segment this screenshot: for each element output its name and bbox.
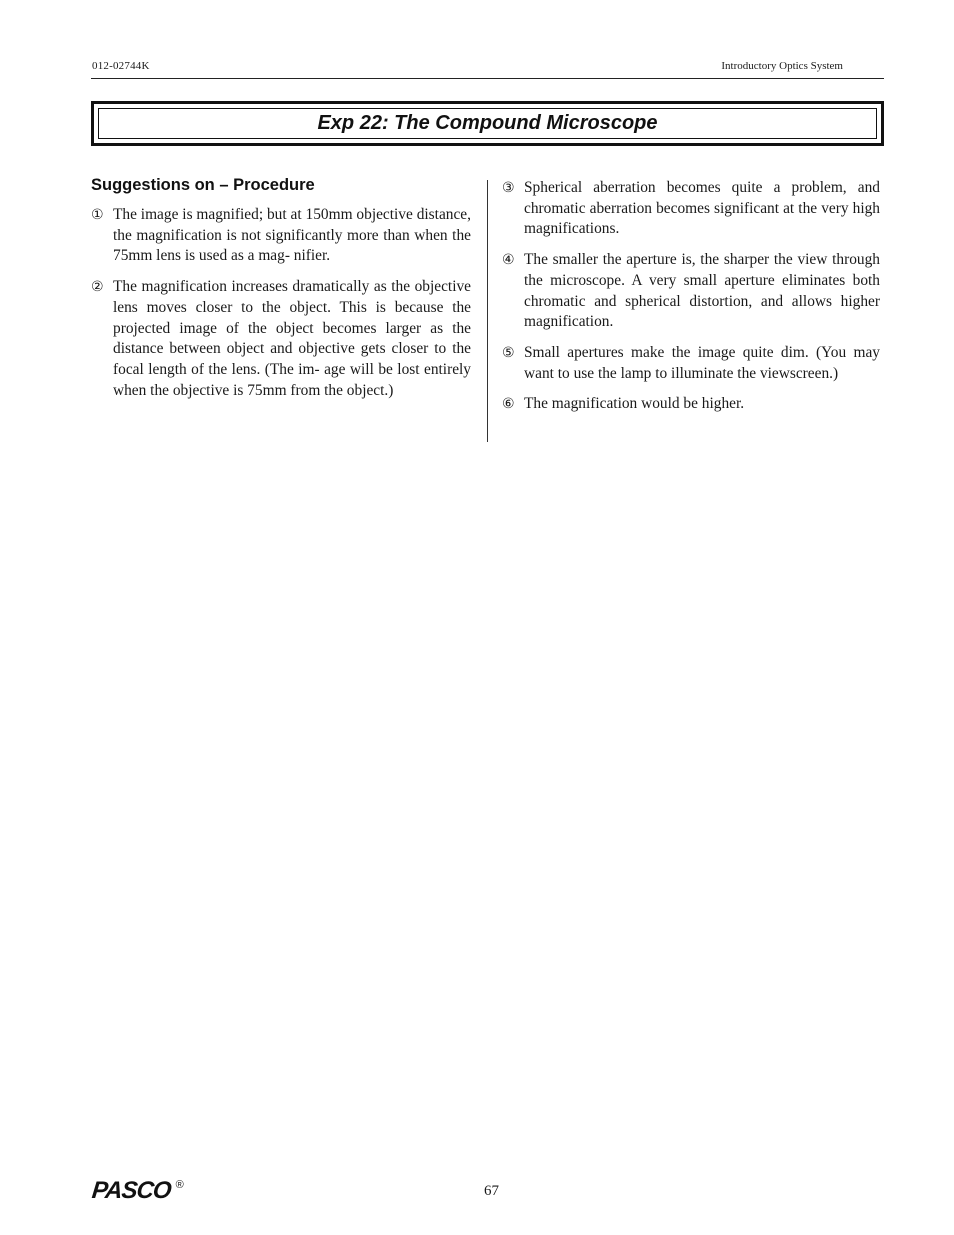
item-text: The magnification increases dramatically as the objective lens moves closer to the object. This is because the projected image of the object becomes larger as the distance between object and objective gets closer to the focal length of the lens. (The im- age will be lost entirely when the objective is 75mm from the object.): [113, 278, 471, 399]
item-text: Small apertures make the image quite dim. (You may want to use the lamp to illuminate the viewscreen.): [524, 343, 880, 382]
item-number: ②: [91, 279, 104, 296]
item-number: ③: [502, 180, 515, 196]
item-number: ⑥: [502, 396, 515, 413]
item-number: ①: [91, 207, 104, 223]
title-inner-frame: [98, 108, 877, 139]
list-item: [91, 277, 471, 401]
list-item: [502, 250, 880, 333]
header-rule: [91, 78, 884, 79]
title-box: [91, 101, 884, 146]
item-number: ④: [502, 252, 515, 269]
registered-mark: ®: [175, 1179, 184, 1191]
item-number: ⑤: [502, 344, 515, 361]
list-item: [91, 205, 471, 267]
list-item: [502, 178, 880, 240]
pasco-logo: PASCO: [90, 1177, 173, 1204]
item-text: The magnification would be higher.: [524, 395, 745, 413]
left-column: [91, 176, 471, 411]
item-text: Spherical aberration becomes quite a problem, and chromatic aberration becomes significant at the very high magnifications.: [524, 179, 880, 238]
page-title: Exp 22: The Compound Microscope: [317, 112, 658, 134]
page-number: 67: [484, 1183, 499, 1199]
header-doc-title: Introductory Optics System: [721, 60, 843, 72]
item-text: The smaller the aperture is, the sharper the view through the microscope. A very small aperture eliminates both chromatic and spherical distortion, and allows higher magnification.: [524, 251, 880, 331]
header-doc-number: 012-02744K: [92, 60, 150, 72]
right-column: [502, 178, 880, 425]
list-item: [502, 394, 880, 415]
item-text: The image is magnified; but at 150mm objective distance, the magnification is not significantly more than when the 75mm lens is used as a mag- nifier.: [113, 206, 471, 265]
column-divider: [487, 180, 488, 442]
list-item: [502, 343, 880, 384]
footer-logo: [92, 1178, 184, 1204]
section-heading: Suggestions on – Procedure: [91, 176, 315, 194]
